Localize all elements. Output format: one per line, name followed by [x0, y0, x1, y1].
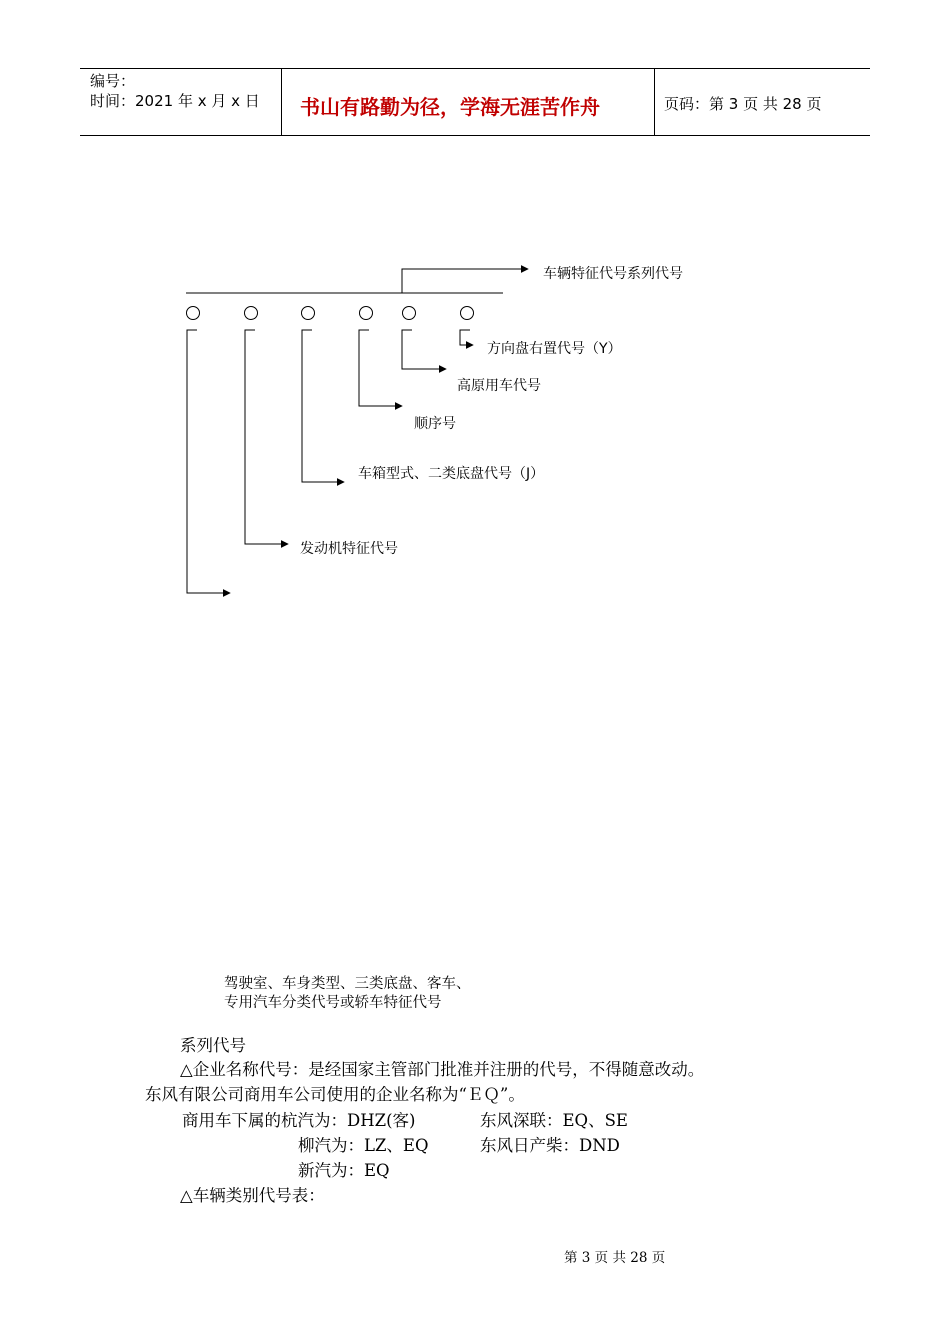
cab-note-line1: 驾驶室、车身类型、三类底盘、客车、: [224, 976, 471, 992]
row2-left: 柳汽为：LZ、EQ: [298, 1136, 429, 1155]
code-position-1: [187, 307, 200, 320]
cab-type-arrow: [187, 330, 230, 593]
section-heading: 系列代号: [180, 1036, 246, 1055]
page-footer: 第 3 页 共 28 页: [564, 1250, 666, 1266]
header-motto: 书山有路勤为径，学海无涯苦作舟: [300, 95, 600, 119]
row1-right: 东风深联：EQ、SE: [480, 1111, 628, 1130]
steering-right-arrow: [460, 330, 473, 345]
engine-arrow: [245, 330, 288, 544]
serial-label: 编号：: [90, 72, 136, 90]
para1-line1: △企业名称代号：是经国家主管部门批准并注册的代号，不得随意改动。: [180, 1060, 705, 1079]
plateau-arrow: [402, 330, 446, 369]
time-label: 时间：2021 年 x 月 x 日: [90, 92, 260, 110]
body-chassis-arrow: [302, 330, 344, 482]
label-body-chassis: 车箱型式、二类底盘代号（J）: [358, 466, 545, 482]
label-engine: 发动机特征代号: [300, 541, 398, 557]
page-info: 页码：第 3 页 共 28 页: [664, 95, 822, 113]
row2-right: 东风日产柴：DND: [480, 1136, 620, 1155]
code-position-6: [461, 307, 474, 320]
para1-line2: 东风有限公司商用车公司使用的企业名称为“ＥＱ”。: [145, 1085, 525, 1104]
cab-note-line2: 专用汽车分类代号或轿车特征代号: [224, 995, 442, 1011]
code-position-2: [245, 307, 258, 320]
sequence-arrow: [359, 330, 402, 406]
code-position-5: [403, 307, 416, 320]
para2: △车辆类别代号表：: [180, 1186, 325, 1205]
label-steering-right: 方向盘右置代号（Y）: [487, 341, 622, 357]
label-series-code: 车辆特征代号系列代号: [543, 266, 683, 282]
code-position-3: [302, 307, 315, 320]
label-plateau: 高原用车代号: [457, 378, 541, 394]
label-sequence: 顺序号: [414, 416, 456, 432]
row1-left: 商用车下属的杭汽为：DHZ(客): [182, 1111, 416, 1130]
series-code-arrow: [402, 269, 528, 293]
row3-left: 新汽为：EQ: [298, 1161, 390, 1180]
code-position-4: [360, 307, 373, 320]
